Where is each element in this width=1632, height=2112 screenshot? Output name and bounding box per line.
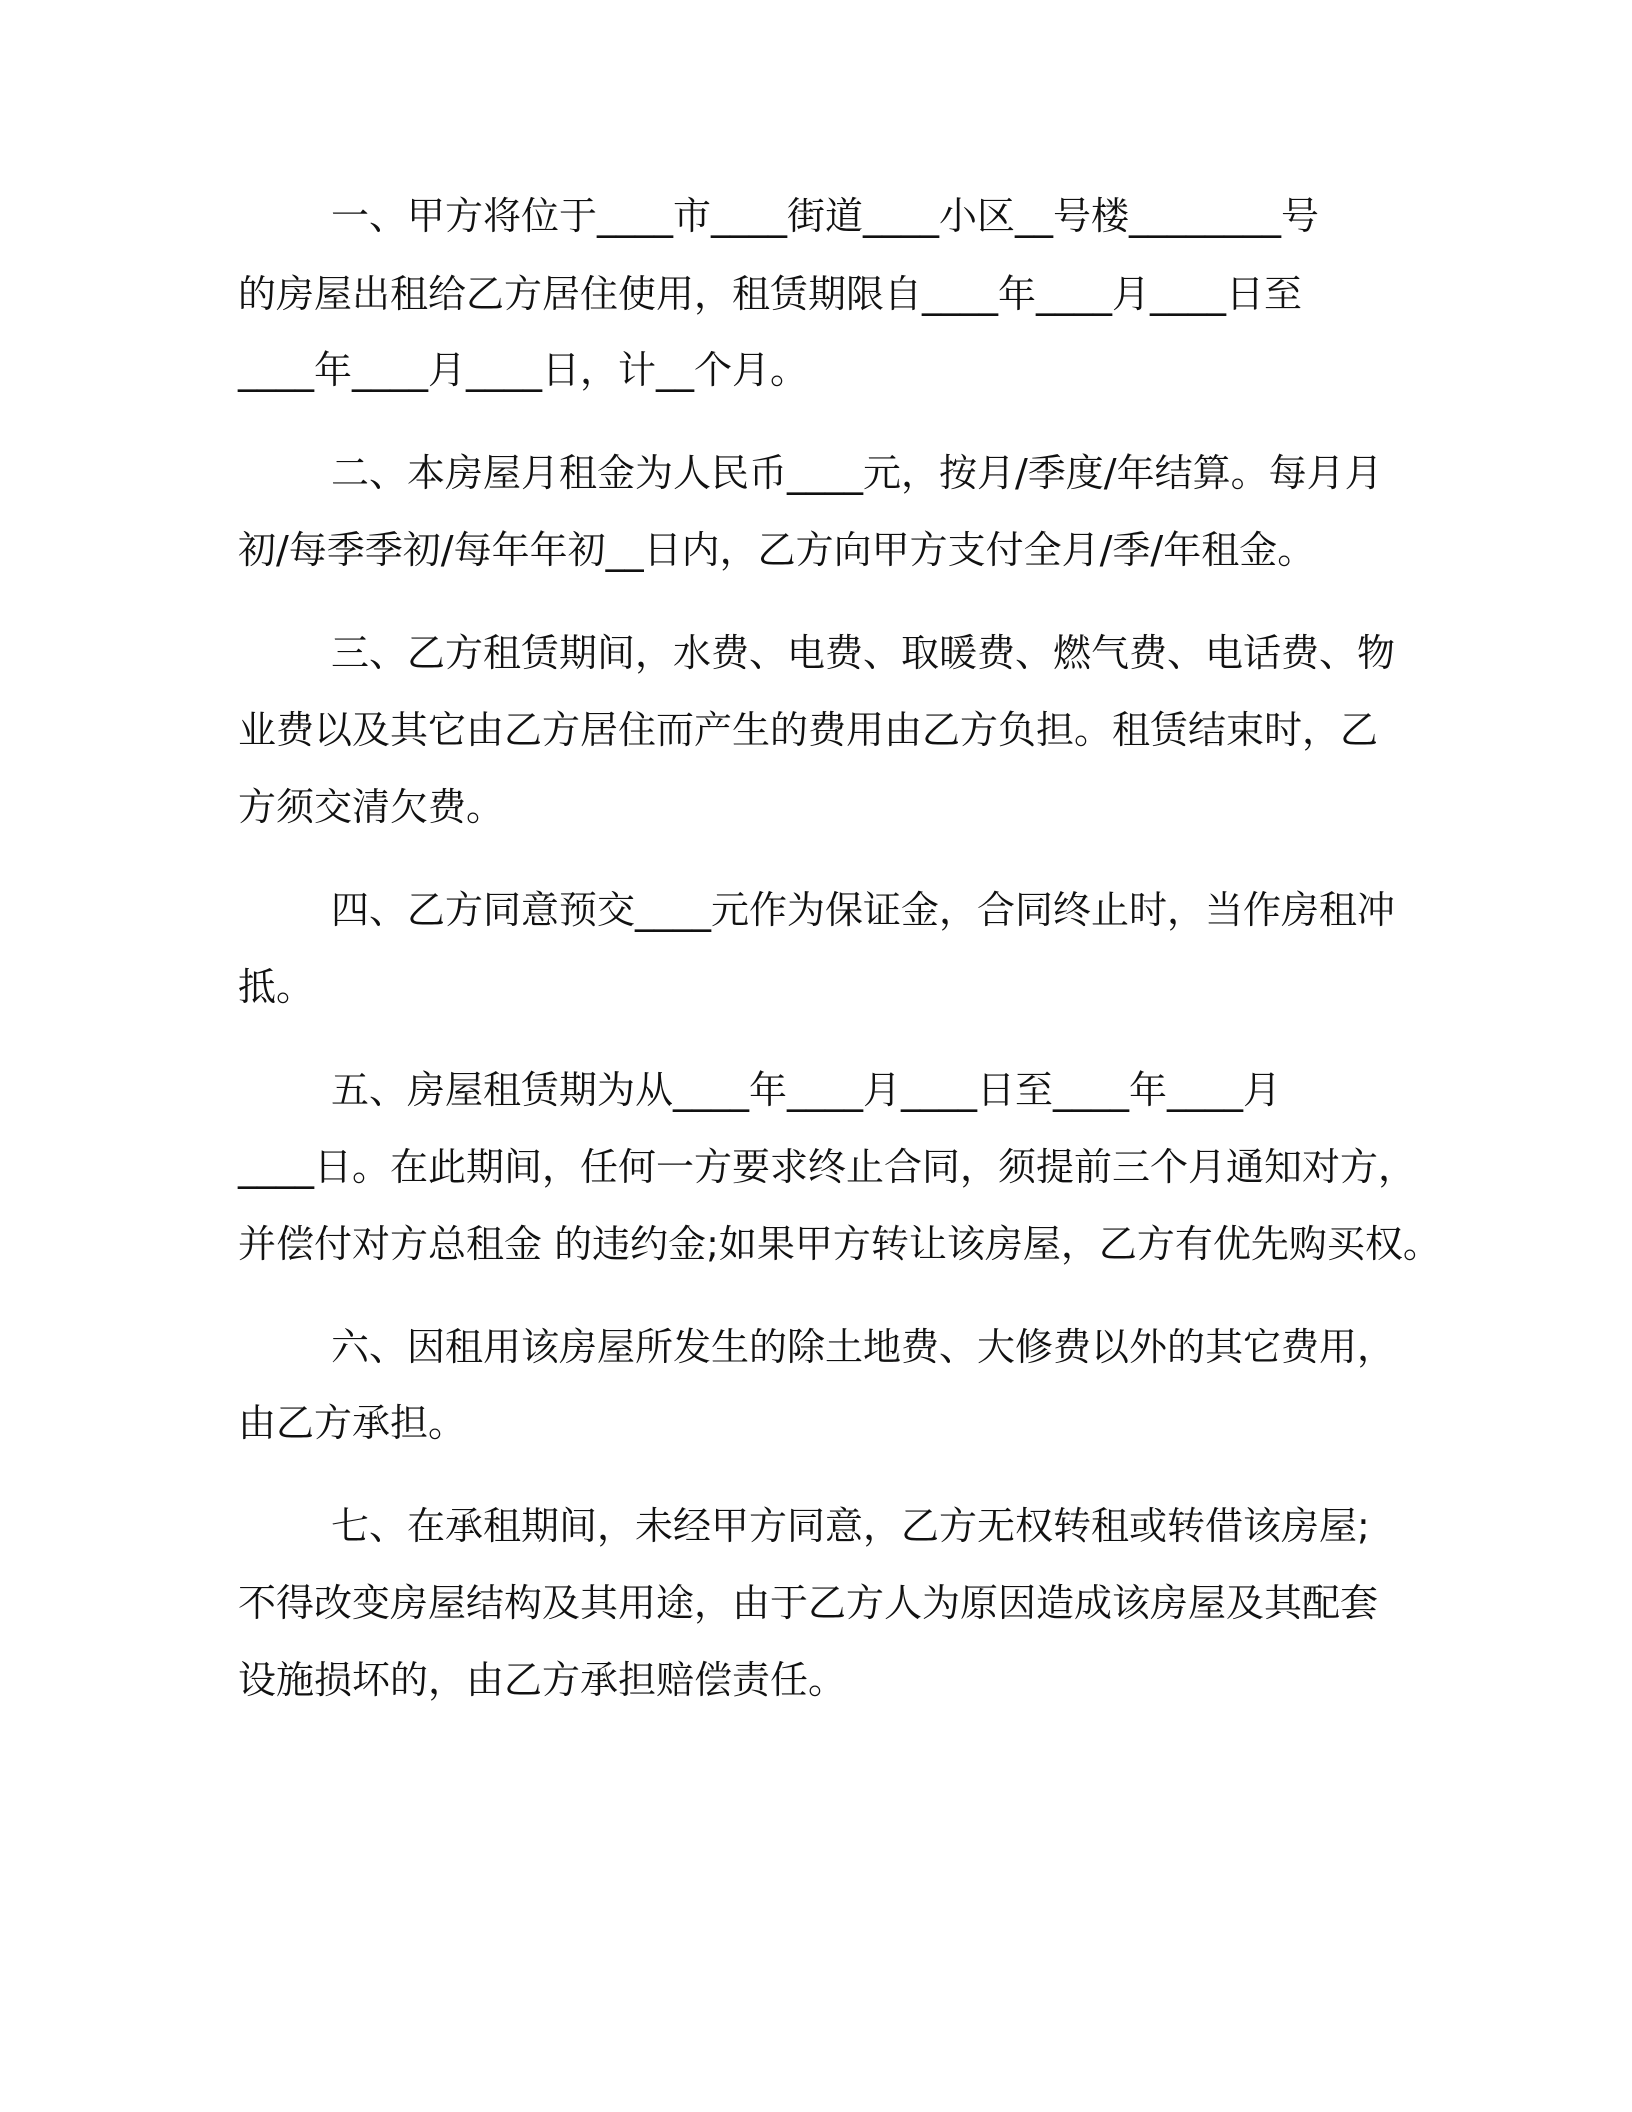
clause-7-line-2: 不得改变房屋结构及其用途，由于乙方人为原因造成该房屋及其配套 (238, 1581, 1379, 1625)
clause-7-line-3: 设施损坏的，由乙方承担赔偿责任。 (238, 1658, 847, 1702)
clause-5-line-2: ____日。在此期间，任何一方要求终止合同，须提前三个月通知对方， (238, 1145, 1417, 1189)
clause-1-line-1: 一、甲方将位于____市____街道____小区__号楼________号 (331, 194, 1320, 238)
clause-1-line-2: 的房屋出租给乙方居住使用，租赁期限自____年____月____日至 (238, 272, 1303, 316)
clause-2-line-2: 初/每季季初/每年年初__日内，乙方向甲方支付全月/季/年租金。 (238, 528, 1316, 572)
clause-4-line-2: 抵。 (238, 965, 315, 1009)
clause-5-line-3: 并偿付对方总租金 的违约金;如果甲方转让该房屋，乙方有优先购买权。 (238, 1222, 1441, 1266)
clause-3-line-2: 业费以及其它由乙方居住而产生的费用由乙方负担。租赁结束时，乙 (238, 708, 1379, 752)
clause-6-line-2: 由乙方承担。 (238, 1401, 467, 1445)
clause-3-line-1: 三、乙方租赁期间，水费、电费、取暖费、燃气费、电话费、物 (331, 631, 1396, 675)
clause-1-line-3: ____年____月____日，计__个月。 (238, 348, 809, 392)
clause-5-line-1: 五、房屋租赁期为从____年____月____日至____年____月 (331, 1068, 1282, 1112)
clause-7-line-1: 七、在承租期间，未经甲方同意，乙方无权转租或转借该房屋; (331, 1504, 1370, 1548)
clause-2-line-1: 二、本房屋月租金为人民币____元，按月/季度/年结算。每月月 (331, 451, 1383, 495)
clause-6-line-1: 六、因租用该房屋所发生的除土地费、大修费以外的其它费用， (331, 1325, 1396, 1369)
clause-4-line-1: 四、乙方同意预交____元作为保证金，合同终止时，当作房租冲 (331, 888, 1396, 932)
clause-3-line-3: 方须交清欠费。 (238, 785, 505, 829)
